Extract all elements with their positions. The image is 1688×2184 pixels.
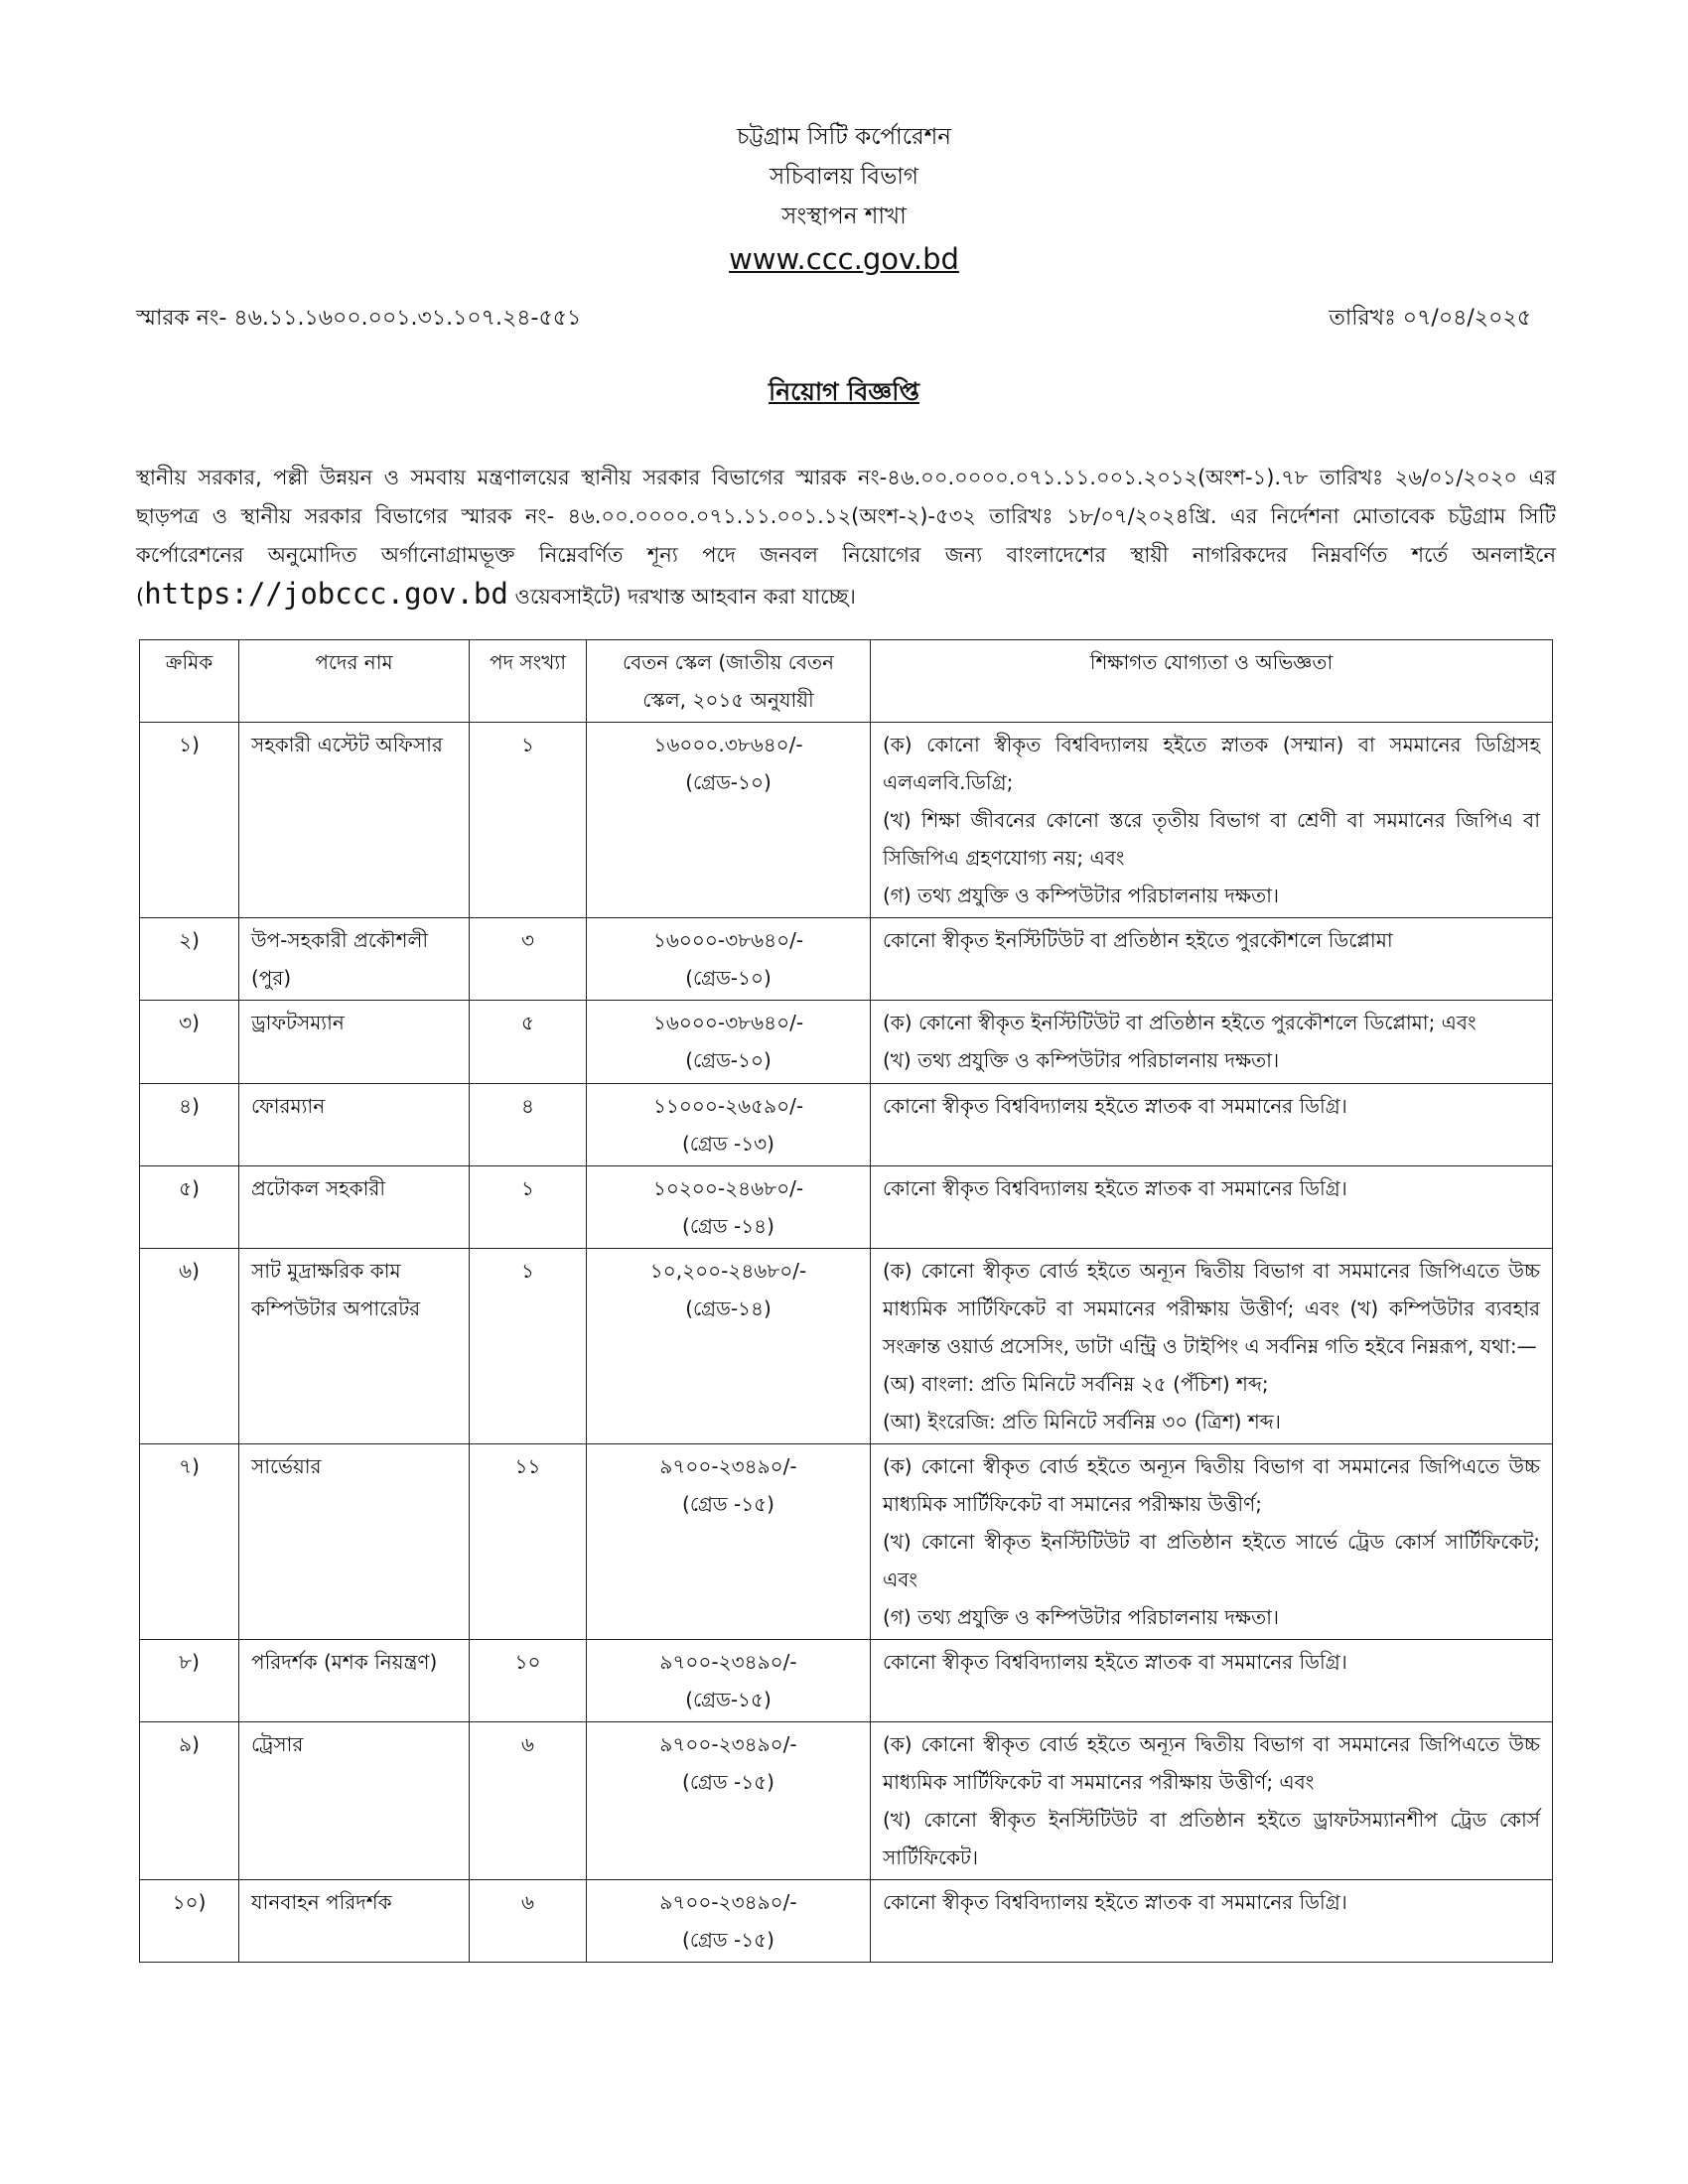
- qualification-line: (গ) তথ্য প্রযুক্তি ও কম্পিউটার পরিচালনায় দক্ষতা।: [883, 884, 1280, 907]
- qualification-cell: [871, 1249, 1553, 1444]
- website-link[interactable]: www.ccc.gov.bd: [729, 242, 959, 276]
- post-name-cell: ফোরম্যান: [239, 1084, 470, 1166]
- serial-cell: ৫): [140, 1166, 239, 1249]
- header-qualification: শিক্ষাগত যোগ্যতা ও অভিজ্ঞতা: [871, 640, 1553, 723]
- serial-cell: ৯): [140, 1722, 239, 1880]
- post-count-cell: ৩: [470, 918, 587, 1001]
- pay-grade: (গ্রেড-১৪): [685, 1297, 772, 1320]
- qualification-cell: [871, 1722, 1553, 1880]
- post-name-cell: সার্ভেয়ার: [239, 1444, 470, 1640]
- header-post-count: পদ সংখ্যা: [470, 640, 587, 723]
- serial-cell: ২): [140, 918, 239, 1001]
- table-row: [140, 1722, 1553, 1880]
- pay-scale-cell: [587, 1722, 871, 1880]
- table-row: [140, 1249, 1553, 1444]
- qualification-line: (ক) কোনো স্বীকৃত বিশ্ববিদ্যালয় হইতে স্নাতক (সম্মান) বা সমমানের ডিগ্রিসহ এলএলবি.ডিগ্রি;: [883, 733, 1540, 794]
- post-count-cell: ১১: [470, 1444, 587, 1640]
- post-name-cell: ড্রাফটসম্যান: [239, 1001, 470, 1084]
- qualification-line: (ক) কোনো স্বীকৃত বোর্ড হইতে অন্যূন দ্বিতীয় বিভাগ বা সমমানের জিপিএতে উচ্চ মাধ্যমিক সার্টিফিকেট বা সমমানের পরীক্ষায় উত্তীর্ণ; এবং: [883, 1732, 1540, 1794]
- serial-cell: ৩): [140, 1001, 239, 1084]
- serial-cell: ৭): [140, 1444, 239, 1640]
- pay-range: ১৬০০০.৩৮৬৪০/-: [653, 733, 803, 756]
- page-title: নিয়োগ বিজ্ঞপ্তি: [769, 377, 919, 406]
- qualification-line: (খ) তথ্য প্রযুক্তি ও কম্পিউটার পরিচালনায় দক্ষতা।: [883, 1048, 1280, 1072]
- qualification-line: (ক) কোনো স্বীকৃত বোর্ড হইতে অন্যূন দ্বিতীয় বিভাগ বা সমমানের জিপিএতে উচ্চ মাধ্যমিক সার্টিফিকেট বা সমমানের পরীক্ষায় উত্তীর্ণ; এবং (খ) কম্পিউটার ব্যবহার সংক্রান্ত ওয়ার্ড প্রসেসিং, ডাটা এন্ট্রি ও টাইপিং এ সর্বনিম্ন গতি হইবে নিম্নরূপ, যথা:—: [883, 1259, 1540, 1358]
- pay-grade: (গ্রেড -১৫): [682, 1928, 774, 1952]
- letterhead: [0, 117, 1688, 282]
- pay-scale-cell: [587, 1249, 871, 1444]
- qualification-cell: [871, 1880, 1553, 1963]
- intro-text-before-url: স্থানীয় সরকার, পল্লী উন্নয়ন ও সমবায় মন্ত্রণালয়ের স্থানীয় সরকার বিভাগের স্মারক নং-৪৬.০০.০০০০.০৭১.১১.০০১.২০১২(অংশ-১).৭৮ তারিখঃ ২৬/০১/২০২০ এর ছাড়পত্র ও স্থানীয় সরকার বিভাগের স্মারক নং- ৪৬.০০.০০০০.০৭১.১১.০০১.১২(অংশ-২)-৫৩২ তারিখঃ ১৮/০৭/২০২৪খ্রি. এর নির্দেশনা মোতাবেক চট্টগ্রাম সিটি কর্পোরেশনের অনুমোদিত অর্গানোগ্রামভূক্ত নিম্নেবর্ণিত শূন্য পদে জনবল নিয়োগের জন্য বাংলাদেশের স্থায়ী নাগরিকদের নিম্নবর্ণিত শর্তে অনলাইনে (: [136, 466, 1556, 609]
- pay-scale-cell: [587, 1640, 871, 1722]
- pay-scale-cell: [587, 918, 871, 1001]
- pay-range: ১০,২০০-২৪৬৮০/-: [649, 1259, 807, 1283]
- qualification-cell: [871, 723, 1553, 918]
- pay-scale-cell: [587, 1084, 871, 1166]
- qualification-line: (ক) কোনো স্বীকৃত ইনস্টিটিউট বা প্রতিষ্ঠান হইতে পুরকৌশলে ডিপ্লোমা; এবং: [883, 1011, 1477, 1034]
- branch-name: সংস্থাপন শাখা: [781, 204, 907, 229]
- pay-scale-cell: [587, 1166, 871, 1249]
- intro-paragraph: [136, 459, 1556, 616]
- qualification-cell: [871, 918, 1553, 1001]
- pay-grade: (গ্রেড-১০): [685, 770, 772, 794]
- post-name-cell: ট্রেসার: [239, 1722, 470, 1880]
- pay-range: ৯৭০০-২৩৪৯০/-: [659, 1650, 797, 1674]
- table-row: [140, 1444, 1553, 1640]
- table-row: [140, 723, 1553, 918]
- pay-grade: (গ্রেড-১০): [685, 966, 772, 990]
- table-row: [140, 918, 1553, 1001]
- post-name-cell: সহকারী এস্টেট অফিসার: [239, 723, 470, 918]
- pay-range: ৯৭০০-২৩৪৯০/-: [659, 1454, 797, 1478]
- header-serial: ক্রমিক: [140, 640, 239, 723]
- post-name-cell: উপ-সহকারী প্রকৌশলী (পুর): [239, 918, 470, 1001]
- post-name-cell: সাট মুদ্রাক্ষরিক কাম কম্পিউটার অপারেটর: [239, 1249, 470, 1444]
- vacancy-table: [139, 639, 1553, 1963]
- post-count-cell: ৬: [470, 1722, 587, 1880]
- pay-range: ১১০০০-২৬৫৯০/-: [652, 1094, 804, 1118]
- table-header-row: [140, 640, 1553, 723]
- pay-scale-cell: [587, 1444, 871, 1640]
- qualification-line: কোনো স্বীকৃত ইনস্টিটিউট বা প্রতিষ্ঠান হইতে পুরকৌশলে ডিপ্লোমা: [883, 928, 1393, 952]
- qualification-line: (আ) ইংরেজি: প্রতি মিনিটে সর্বনিম্ন ৩০ (ত্রিশ) শব্দ।: [883, 1410, 1281, 1433]
- pay-grade: (গ্রেড-১৫): [685, 1688, 772, 1711]
- table-row: [140, 1640, 1553, 1722]
- pay-scale-cell: [587, 723, 871, 918]
- pay-scale-cell: [587, 1001, 871, 1084]
- pay-range: ৯৭০০-২৩৪৯০/-: [659, 1890, 797, 1914]
- pay-range: ১৬০০০-৩৮৬৪০/-: [652, 928, 804, 952]
- qualification-line: (অ) বাংলা: প্রতি মিনিটে সর্বনিম্ন ২৫ (পঁচিশ) শব্দ;: [883, 1372, 1269, 1396]
- qualification-cell: [871, 1640, 1553, 1722]
- post-count-cell: ১০: [470, 1640, 587, 1722]
- header-post-name: পদের নাম: [239, 640, 470, 723]
- qualification-cell: [871, 1084, 1553, 1166]
- pay-grade: (গ্রেড -১৪): [682, 1214, 774, 1238]
- table-row: [140, 1880, 1553, 1963]
- post-name-cell: প্রটোকল সহকারী: [239, 1166, 470, 1249]
- post-count-cell: ১: [470, 1166, 587, 1249]
- pay-range: ১৬০০০-৩৮৬৪০/-: [652, 1011, 804, 1034]
- qualification-cell: [871, 1166, 1553, 1249]
- pay-grade: (গ্রেড -১৩): [682, 1132, 774, 1156]
- qualification-line: (খ) কোনো স্বীকৃত ইনস্টিটিউট বা প্রতিষ্ঠান হইতে ড্রাফটসম্যানশীপ ট্রেড কোর্স সার্টিফিকেট।: [883, 1808, 1540, 1869]
- header-pay-scale: বেতন স্কেল (জাতীয় বেতন স্কেল, ২০১৫ অনুযায়ী: [587, 640, 871, 723]
- qualification-line: কোনো স্বীকৃত বিশ্ববিদ্যালয় হইতে স্নাতক বা সমমানের ডিগ্রি।: [883, 1650, 1347, 1674]
- qualification-cell: [871, 1001, 1553, 1084]
- qualification-line: কোনো স্বীকৃত বিশ্ববিদ্যালয় হইতে স্নাতক বা সমমানের ডিগ্রি।: [883, 1176, 1347, 1200]
- application-url-link[interactable]: https://jobccc.gov.bd: [144, 577, 508, 611]
- serial-cell: ৪): [140, 1084, 239, 1166]
- qualification-cell: [871, 1444, 1553, 1640]
- qualification-line: (খ) কোনো স্বীকৃত ইনস্টিটিউট বা প্রতিষ্ঠান হইতে সার্ভে ট্রেড কোর্স সার্টিফিকেট; এবং: [883, 1530, 1540, 1591]
- table-row: [140, 1084, 1553, 1166]
- pay-grade: (গ্রেড -১৫): [682, 1492, 774, 1516]
- post-count-cell: ৪: [470, 1084, 587, 1166]
- post-count-cell: ৬: [470, 1880, 587, 1963]
- intro-text-after-url: ওয়েবসাইটে) দরখাস্ত আহবান করা যাচ্ছে।: [507, 585, 856, 609]
- post-name-cell: পরিদর্শক (মশক নিয়ন্ত্রণ): [239, 1640, 470, 1722]
- pay-range: ৯৭০০-২৩৪৯০/-: [659, 1732, 797, 1756]
- post-count-cell: ৫: [470, 1001, 587, 1084]
- serial-cell: ১০): [140, 1880, 239, 1963]
- pay-grade: (গ্রেড -১৫): [682, 1770, 774, 1794]
- serial-cell: ৬): [140, 1249, 239, 1444]
- qualification-line: কোনো স্বীকৃত বিশ্ববিদ্যালয় হইতে স্নাতক বা সমমানের ডিগ্রি।: [883, 1094, 1347, 1118]
- post-count-cell: ১: [470, 1249, 587, 1444]
- table-row: [140, 1001, 1553, 1084]
- qualification-line: (গ) তথ্য প্রযুক্তি ও কম্পিউটার পরিচালনায় দক্ষতা।: [883, 1605, 1280, 1629]
- qualification-line: (ক) কোনো স্বীকৃত বোর্ড হইতে অন্যূন দ্বিতীয় বিভাগ বা সমমানের জিপিএতে উচ্চ মাধ্যমিক সার্টিফিকেট বা সমানের পরীক্ষায় উত্তীর্ণ;: [883, 1454, 1540, 1516]
- org-name: চট্টগ্রাম সিটি কর্পোরেশন: [737, 124, 951, 150]
- serial-cell: ১): [140, 723, 239, 918]
- post-count-cell: ১: [470, 723, 587, 918]
- pay-scale-cell: [587, 1880, 871, 1963]
- pay-grade: (গ্রেড-১০): [685, 1048, 772, 1072]
- table-body: [140, 723, 1553, 1963]
- post-name-cell: যানবাহন পরিদর্শক: [239, 1880, 470, 1963]
- qualification-line: (খ) শিক্ষা জীবনের কোনো স্তরে তৃতীয় বিভাগ বা শ্রেণী বা সমমানের জিপিএ বা সিজিপিএ গ্রহণযোগ্য নয়; এবং: [883, 808, 1540, 870]
- memo-number: স্মারক নং- ৪৬.১১.১৬০০.০০১.৩১.১০৭.২৪-৫৫১: [136, 306, 582, 331]
- table-row: [140, 1166, 1553, 1249]
- serial-cell: ৮): [140, 1640, 239, 1722]
- department-name: সচিবালয় বিভাগ: [770, 164, 918, 190]
- notice-date: তারিখঃ ০৭/০৪/২০২৫: [1329, 306, 1531, 331]
- pay-range: ১০২০০-২৪৬৮০/-: [652, 1176, 804, 1200]
- qualification-line: কোনো স্বীকৃত বিশ্ববিদ্যালয় হইতে স্নাতক বা সমমানের ডিগ্রি।: [883, 1890, 1347, 1914]
